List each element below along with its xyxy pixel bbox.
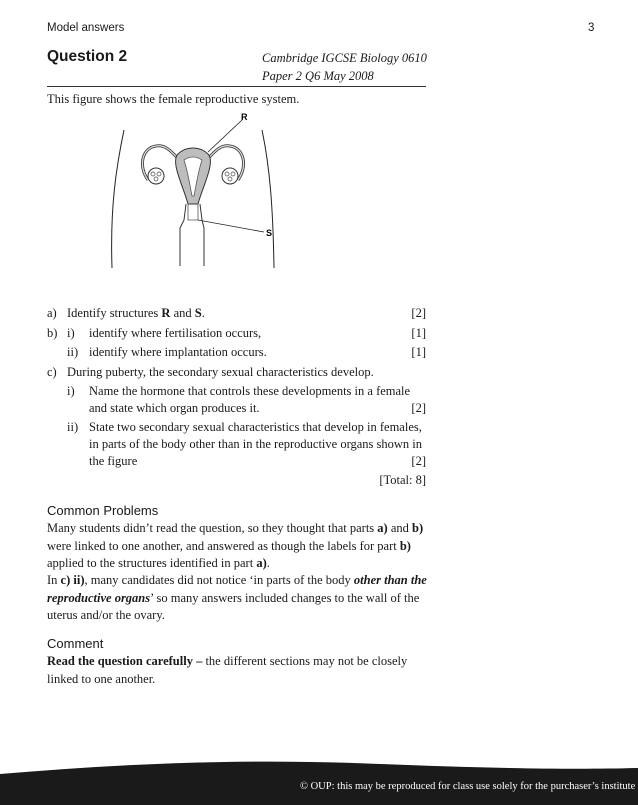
part-text: the figure: [89, 454, 138, 468]
reproductive-system-diagram: [98, 108, 298, 273]
question-source: [262, 49, 427, 85]
sub-label: ii): [67, 345, 79, 359]
part-marks: [1]: [411, 326, 426, 340]
part-text: Name the hormone that controls these developments in a female: [89, 384, 411, 398]
question-part-c: [47, 365, 426, 383]
comment-paragraph: Read the question carefully – the different sections may not be closely linked to one another.: [47, 654, 408, 686]
question-part-c-ii-line1: [47, 420, 426, 438]
question-part-b-i: [47, 326, 426, 344]
part-text: identify where implantation occurs.: [89, 345, 267, 359]
common-problems-paragraph-2: In c) ii), many candidates did not notice ‘in parts of the body other than the reproductive organs’ so many answers included changes to the wall of the uterus and/or the ovary.: [47, 573, 427, 622]
source-line-2: Paper 2 Q6 May 2008: [262, 69, 374, 83]
part-label: a): [47, 306, 57, 320]
title-rule: [47, 86, 426, 87]
part-text: Identify structures R and S.: [67, 306, 205, 320]
question-intro: This figure shows the female reproductive system.: [47, 92, 300, 106]
footer-copyright: © OUP: this may be reproduced for class use solely for the purchaser’s institute: [300, 781, 636, 792]
part-text: During puberty, the secondary sexual characteristics develop.: [67, 365, 374, 379]
comment-heading: Comment: [47, 636, 104, 651]
question-title: Question 2: [47, 48, 128, 65]
question-part-c-ii-line3: [47, 454, 426, 472]
figure-label-r: R: [241, 112, 248, 122]
question-part-c-ii-line2: [47, 437, 426, 455]
source-line-1: Cambridge IGCSE Biology 0610: [262, 51, 427, 65]
sub-label: i): [67, 326, 75, 340]
part-marks: [2]: [411, 401, 426, 415]
part-label: c): [47, 365, 57, 379]
part-text: identify where fertilisation occurs,: [89, 326, 262, 340]
common-problems-paragraph-1: Many students didn’t read the question, so they thought that parts a) and b) were linked to one another, and answered as though the labels for part b) applied to the structures identified in part a).: [47, 521, 424, 570]
figure-label-s: S: [266, 228, 273, 238]
question-part-a: [47, 306, 426, 324]
page-number: 3: [588, 22, 595, 34]
question-part-b-ii: [47, 345, 426, 363]
part-text: and state which organ produces it.: [89, 401, 260, 415]
part-text: in parts of the body other than in the reproductive organs shown in: [89, 437, 423, 451]
running-header: Model answers: [47, 22, 125, 34]
part-marks: [1]: [411, 345, 426, 359]
question-part-c-i-line1: [47, 384, 426, 402]
sub-label: ii): [67, 420, 79, 434]
part-text: State two secondary sexual characteristics that develop in females,: [89, 420, 422, 434]
part-label: b): [47, 326, 58, 340]
sub-label: i): [67, 384, 75, 398]
question-total: [47, 473, 426, 491]
part-marks: [2]: [411, 454, 426, 468]
question-part-c-i-line2: [47, 401, 426, 419]
part-marks: [2]: [411, 306, 426, 320]
total-marks: [Total: 8]: [379, 473, 426, 487]
common-problems-heading: Common Problems: [47, 503, 159, 518]
reproductive-system-figure: [98, 108, 298, 278]
